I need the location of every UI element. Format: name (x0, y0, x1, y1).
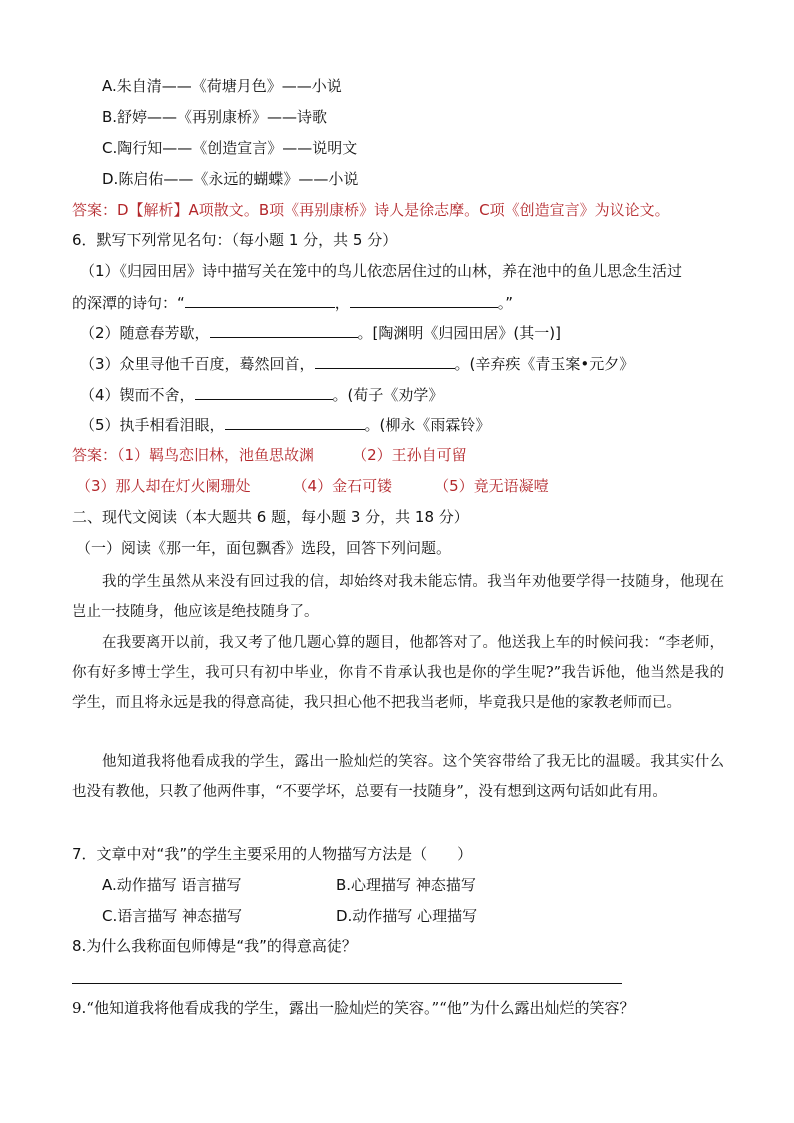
blank-1a[interactable] (185, 292, 335, 308)
q6-item3-text-b: 。(辛弃疾《青玉案•元夕》 (454, 355, 635, 373)
q6-item1-text-a: 的深潭的诗句：“ (72, 294, 185, 312)
option-c: C.陶行知——《创造宣言》——说明文 (102, 139, 358, 157)
q6-answer-4: （4）金石可镂 (292, 477, 393, 495)
q7-option-d: D.动作描写 心理描写 (336, 907, 478, 925)
q7-option-b: B.心理描写 神态描写 (336, 876, 476, 894)
q6-title: 6．默写下列常见名句：（每小题 1 分，共 5 分） (72, 231, 398, 249)
q7-option-a: A.动作描写 语言描写 (102, 876, 242, 894)
q8-answer-line[interactable] (72, 983, 622, 984)
q6-item2 (80, 322, 561, 343)
q8-stem: 8.为什么我称面包师傅是“我”的得意高徒？ (72, 937, 357, 955)
q6-item2-text-a: （2）随意春芳歇， (80, 324, 210, 342)
blank-3[interactable] (315, 353, 455, 369)
option-a: A.朱自清——《荷塘月色》——小说 (102, 77, 342, 95)
passage-paragraph-2: 在我要离开以前，我又考了他几题心算的题目，他都答对了。他送我上车的时候问我：“李老师，你有好多博士学生，我可只有初中毕业，你肯不肯承认我也是你的学生呢?”我告诉他，他当然是我的学生，而且将永远是我的得意高徒，我只担心他不把我当老师，毕竟我只是他的家教老师而已。 (72, 635, 724, 711)
q6-item4 (80, 384, 443, 405)
option-d: D.陈启佑——《永远的蝴蝶》——小说 (102, 170, 359, 188)
passage-paragraph-3: 他知道我将他看成我的学生，露出一脸灿烂的笑容。这个笑容带给了我无比的温暖。我其实什么也没有教他，只教了他两件事，“不要学坏，总要有一技随身”，没有想到这两句话如此有用。 (72, 754, 724, 800)
q6-answer-5: （5）竟无语凝噎 (434, 477, 549, 495)
q6-item3 (80, 353, 634, 374)
blank-2[interactable] (210, 322, 358, 338)
q7-stem: 7．文章中对“我”的学生主要采用的人物描写方法是（ ） (72, 845, 473, 863)
q6-item3-text-a: （3）众里寻他千百度，蓦然回首， (80, 355, 315, 373)
section2-part1: （一）阅读《那一年，面包飘香》选段，回答下列问题。 (76, 539, 452, 557)
q6-answer-3: （3）那人却在灯火阑珊处 (76, 477, 251, 495)
q6-item5-text-a: （5）执手相看泪眼， (80, 416, 225, 434)
option-b: B.舒婷——《再别康桥》——诗歌 (102, 108, 328, 126)
q6-answer-2: （2）王孙自可留 (352, 446, 467, 464)
q6-item5 (80, 414, 490, 435)
q6-item2-text-b: 。[陶渊明《归园田居》(其一)] (357, 324, 561, 342)
section2-title: 二、现代文阅读（本大题共 6 题，每小题 3 分，共 18 分） (72, 508, 469, 526)
q6-answer-line2 (76, 476, 549, 496)
q6-answer-label: 答案： (72, 446, 118, 464)
q7-option-c: C.语言描写 神态描写 (102, 907, 243, 925)
blank-5[interactable] (225, 414, 365, 430)
q6-item4-text-b: 。(荀子《劝学》 (332, 386, 444, 404)
q6-item1-line2 (72, 292, 513, 313)
q6-item1-text-b: ， (334, 294, 350, 312)
q9-stem: 9.“他知道我将他看成我的学生，露出一脸灿烂的笑容。”“他”为什么露出灿烂的笑容？ (72, 999, 635, 1017)
passage-paragraph-1: 我的学生虽然从来没有回过我的信，却始终对我未能忘情。我当年劝他要学得一技随身，他现在岂止一技随身，他应该是绝技随身了。 (72, 574, 724, 620)
blank-1b[interactable] (350, 292, 498, 308)
q5-answer: 答案：D【解析】A项散文。B项《再别康桥》诗人是徐志摩。C项《创造宣言》为议论文。 (72, 201, 670, 219)
q6-answer-line1 (72, 445, 467, 465)
q6-item1-text-c: 。” (497, 294, 514, 312)
q6-item1-line1: （1）《归园田居》诗中描写关在笼中的鸟儿依恋居住过的山林，养在池中的鱼儿思念生活过 (80, 262, 683, 280)
q6-item5-text-b: 。(柳永《雨霖铃》 (364, 416, 491, 434)
q6-answer-1: （1）羁鸟恋旧林，池鱼思故渊 (117, 446, 315, 464)
blank-4[interactable] (195, 384, 333, 400)
q6-item4-text-a: （4）锲而不舍， (80, 386, 195, 404)
